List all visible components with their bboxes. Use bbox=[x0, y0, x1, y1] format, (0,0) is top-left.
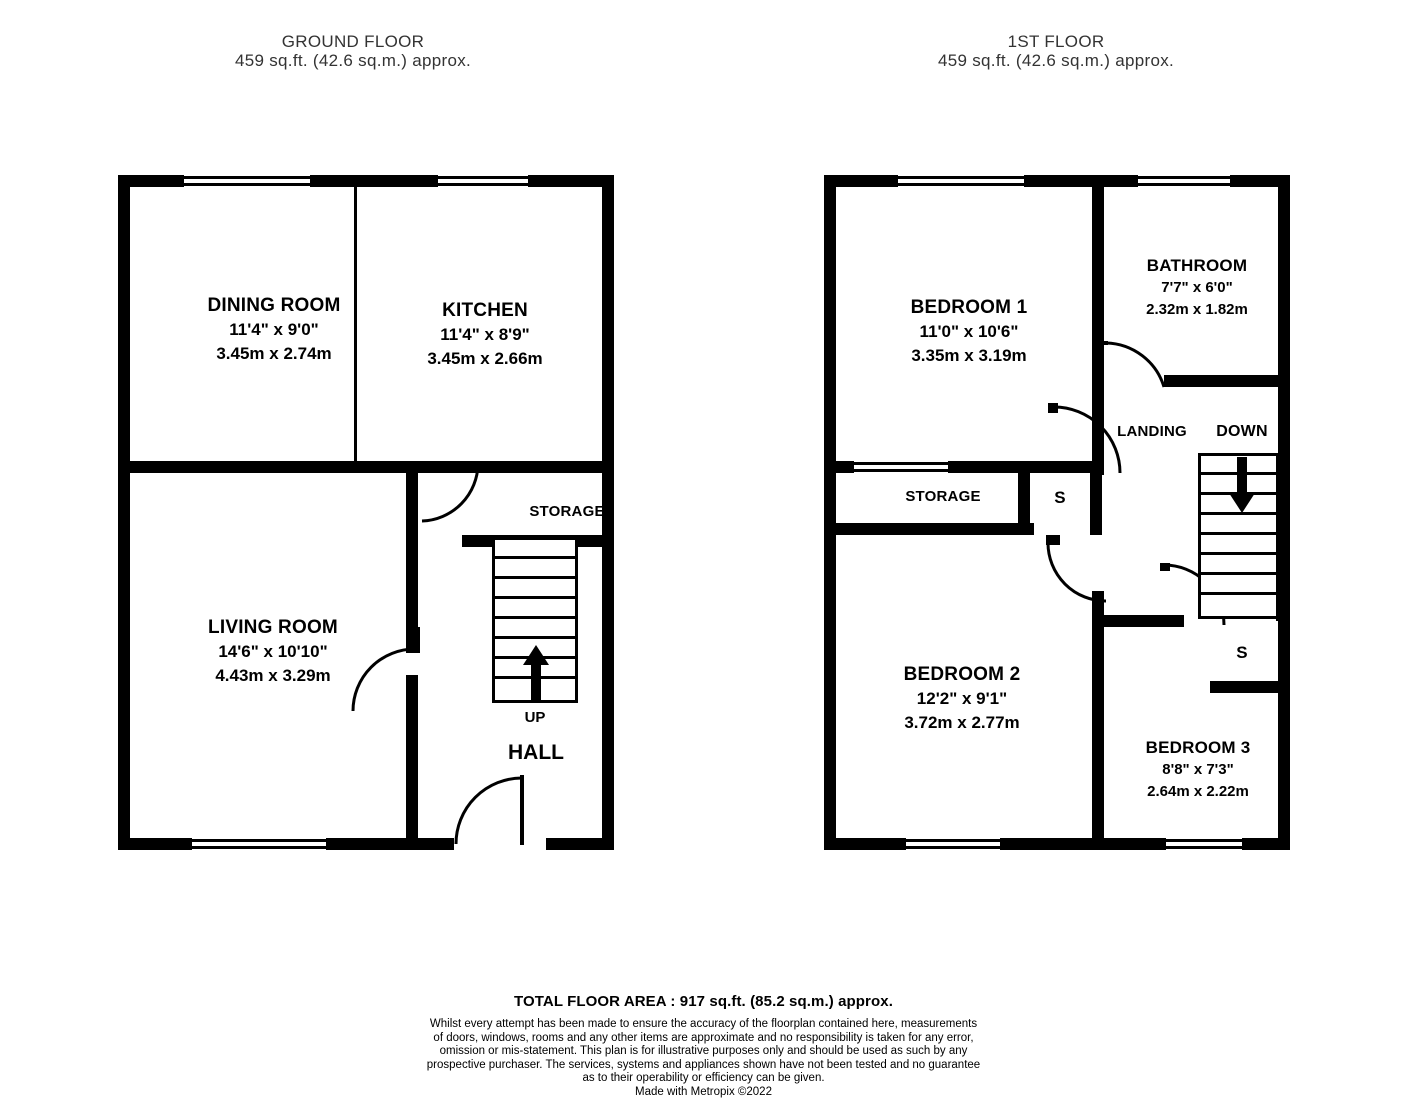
room-label-dining bbox=[138, 293, 410, 366]
disclaimer-line-5: as to their operability or efficiency can be given. bbox=[0, 1072, 1407, 1086]
wall-bottom-right-1f bbox=[1242, 838, 1290, 850]
living-room-name: LIVING ROOM bbox=[140, 615, 406, 640]
storage-door-swing bbox=[418, 461, 498, 551]
bathroom-dim-metric: 2.32m x 1.82m bbox=[1104, 299, 1290, 321]
hall-label: HALL bbox=[476, 741, 596, 765]
wall-bottom-mid-1f bbox=[1000, 838, 1168, 850]
disclaimer bbox=[0, 1018, 1407, 1099]
room-label-bedroom3 bbox=[1106, 736, 1290, 803]
wall-hall-living bbox=[406, 461, 418, 633]
wall-left-exterior bbox=[118, 175, 130, 850]
disclaimer-line-4: prospective purchaser. The services, systems and appliances shown have not been tested and no guarantee bbox=[0, 1059, 1407, 1073]
wall-bedroom2-top bbox=[824, 523, 1034, 535]
window-kitchen-front bbox=[438, 175, 530, 187]
down-label: DOWN bbox=[1194, 423, 1290, 441]
wall-dining-living-divider bbox=[118, 461, 418, 473]
wall-top-mid bbox=[310, 175, 440, 187]
ground-floor-title: GROUND FLOOR bbox=[282, 32, 424, 51]
window-bedroom3-rear bbox=[1166, 838, 1244, 850]
room-label-living bbox=[140, 615, 406, 688]
first-floor-title: 1ST FLOOR bbox=[1008, 32, 1105, 51]
wall-bedroom3-s-bottom bbox=[1210, 681, 1290, 693]
window-bathroom-front bbox=[1138, 175, 1232, 187]
landing-label: LANDING bbox=[1092, 423, 1212, 440]
window-bedroom2-rear bbox=[906, 838, 1002, 850]
kitchen-dim-imperial: 11'4" x 8'9" bbox=[372, 323, 598, 347]
living-room-dim-metric: 4.43m x 3.29m bbox=[140, 664, 406, 688]
disclaimer-line-3: omission or mis-statement. This plan is for illustrative purposes only and should be used as such by any bbox=[0, 1045, 1407, 1059]
bathroom-dim-imperial: 7'7" x 6'0" bbox=[1104, 277, 1290, 299]
first-floor-heading bbox=[836, 32, 1276, 70]
first-floor-area: 459 sq.ft. (42.6 sq.m.) approx. bbox=[836, 51, 1276, 70]
stairs-up-arrow bbox=[522, 645, 550, 701]
footer bbox=[0, 993, 1407, 1099]
kitchen-dim-metric: 3.45m x 2.66m bbox=[372, 347, 598, 371]
wall-bottom-right bbox=[546, 838, 614, 850]
bathroom-name: BATHROOM bbox=[1104, 254, 1290, 277]
storage-label-ground: STORAGE bbox=[502, 503, 632, 520]
room-label-bedroom1 bbox=[844, 295, 1094, 368]
ground-floor-area: 459 sq.ft. (42.6 sq.m.) approx. bbox=[133, 51, 573, 70]
wall-bottom-mid bbox=[326, 838, 454, 850]
window-living-rear bbox=[192, 838, 328, 850]
bedroom2-dim-metric: 3.72m x 2.77m bbox=[832, 711, 1092, 735]
wall-storage-top-b-1f bbox=[948, 461, 970, 473]
stairs-up-label: UP bbox=[500, 709, 570, 726]
window-bedroom1-front bbox=[898, 175, 1026, 187]
bedroom2-dim-imperial: 12'2" x 9'1" bbox=[832, 687, 1092, 711]
window-landing bbox=[854, 461, 950, 473]
wall-bottom-left bbox=[118, 838, 194, 850]
wall-bathroom-bottom bbox=[1164, 375, 1290, 387]
cupboard-s-upper-label: S bbox=[1030, 488, 1090, 508]
bedroom2-door-swing bbox=[1046, 535, 1116, 605]
window-dining-front bbox=[184, 175, 312, 187]
wall-left-exterior-1f bbox=[824, 175, 836, 850]
stair-well-edge bbox=[1276, 453, 1282, 621]
room-label-bathroom bbox=[1104, 254, 1290, 321]
room-label-kitchen bbox=[372, 298, 598, 371]
first-floor-plan bbox=[824, 175, 1290, 850]
storage-label-first: STORAGE bbox=[870, 488, 1016, 505]
front-door-swing bbox=[454, 775, 554, 855]
total-floor-area: TOTAL FLOOR AREA : 917 sq.ft. (85.2 sq.m.) approx. bbox=[0, 993, 1407, 1010]
dining-room-name: DINING ROOM bbox=[138, 293, 410, 318]
bedroom3-name: BEDROOM 3 bbox=[1106, 736, 1290, 759]
bathroom-door-swing bbox=[1100, 341, 1180, 397]
disclaimer-line-2: of doors, windows, rooms and any other items are approximate and no responsibility is taken for any error, bbox=[0, 1032, 1407, 1046]
living-room-dim-imperial: 14'6" x 10'10" bbox=[140, 640, 406, 664]
cupboard-s-lower-label: S bbox=[1212, 643, 1272, 663]
ground-floor-plan bbox=[118, 175, 614, 850]
bedroom3-dim-metric: 2.64m x 2.22m bbox=[1106, 781, 1290, 803]
disclaimer-line-1: Whilst every attempt has been made to ensure the accuracy of the floorplan contained here, measurements bbox=[0, 1018, 1407, 1032]
wall-bedroom2-right bbox=[1092, 591, 1104, 850]
kitchen-name: KITCHEN bbox=[372, 298, 598, 323]
bedroom1-name: BEDROOM 1 bbox=[844, 295, 1094, 320]
bedroom1-dim-imperial: 11'0" x 10'6" bbox=[844, 320, 1094, 344]
bedroom1-dim-metric: 3.35m x 3.19m bbox=[844, 344, 1094, 368]
dining-room-dim-imperial: 11'4" x 9'0" bbox=[138, 318, 410, 342]
bedroom2-name: BEDROOM 2 bbox=[832, 662, 1092, 687]
wall-bottom-left-1f bbox=[824, 838, 908, 850]
ground-floor-heading bbox=[133, 32, 573, 70]
made-with-credit: Made with Metropix ©2022 bbox=[0, 1086, 1407, 1099]
dining-room-dim-metric: 3.45m x 2.74m bbox=[138, 342, 410, 366]
room-label-bedroom2 bbox=[832, 662, 1092, 735]
bedroom3-dim-imperial: 8'8" x 7'3" bbox=[1106, 759, 1290, 781]
stairs-down-arrow bbox=[1228, 457, 1256, 513]
wall-top-mid-1f bbox=[1024, 175, 1140, 187]
